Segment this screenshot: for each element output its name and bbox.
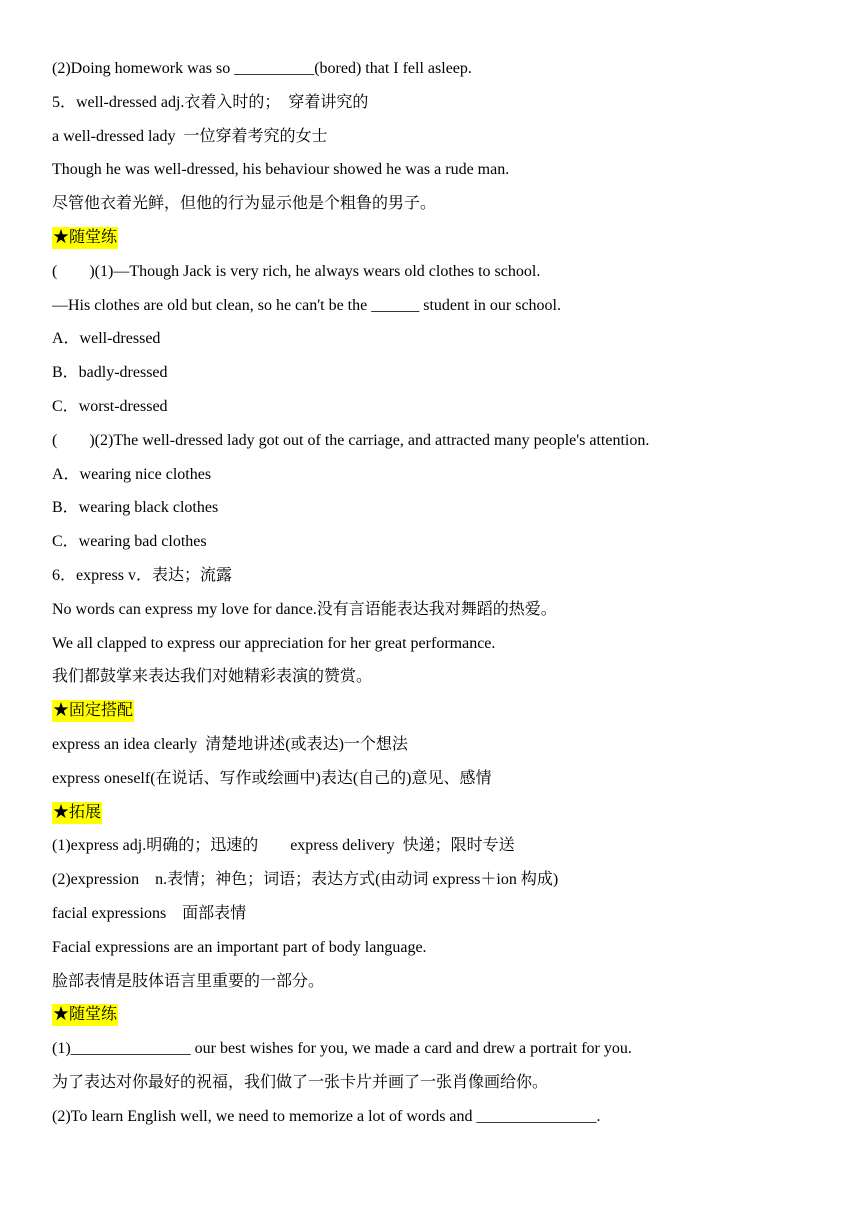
text-line: express an idea clearly 清楚地讲述(或表达)一个想法	[52, 735, 408, 753]
text-line: C．worst-dressed	[52, 397, 168, 415]
text-line: a well-dressed lady 一位穿着考究的女士	[52, 127, 328, 145]
text-line: 6．express v．表达；流露	[52, 566, 232, 584]
text-line: —His clothes are old but clean, so he can't be the ______ student in our school.	[52, 296, 561, 314]
text-line: (2)Doing homework was so __________(bored) that I fell asleep.	[52, 60, 472, 77]
text-line: facial expressions 面部表情	[52, 904, 247, 922]
text-line: ( )(2)The well-dressed lady got out of the carriage, and attracted many people's attention.	[52, 431, 650, 449]
text-line: (2)expression n.表情；神色；词语；表达方式(由动词 express＋ion 构成)	[52, 871, 559, 889]
text-line: 5．well-dressed adj.衣着入时的； 穿着讲究的	[52, 93, 369, 111]
text-line: A．well-dressed	[52, 330, 161, 348]
text-line: (1)express adj.明确的；迅速的 express delivery 快递；限时专送	[52, 837, 515, 855]
text-line: Though he was well-dressed, his behaviour showed he was a rude man.	[52, 161, 510, 179]
text-line: B．badly-dressed	[52, 364, 168, 382]
highlighted-heading-text: ★随堂练	[52, 227, 118, 249]
text-line: Facial expressions are an important part of body language.	[52, 938, 427, 956]
highlighted-heading-text: ★随堂练	[52, 1004, 118, 1026]
text-line: (1)_______________ our best wishes for you, we made a card and drew a portrait for you.	[52, 1040, 632, 1058]
text-line: (2)To learn English well, we need to memorize a lot of words and _______________.	[52, 1107, 601, 1125]
text-line: A．wearing nice clothes	[52, 465, 212, 483]
text-line: No words can express my love for dance.没有言语能表达我对舞蹈的热爱。	[52, 600, 557, 618]
highlighted-heading-text: ★固定搭配	[52, 700, 134, 722]
text-line: 脸部表情是肢体语言里重要的一部分。	[52, 972, 325, 990]
document-body	[52, 52, 832, 1134]
text-line: express oneself(在说话、写作或绘画中)表达(自己的)意见、感情	[52, 769, 492, 787]
section-heading	[52, 221, 832, 255]
text-line: 我们都鼓掌来表达我们对她精彩表演的赞赏。	[52, 668, 373, 686]
text-line: C．wearing bad clothes	[52, 533, 207, 551]
text-line: We all clapped to express our appreciation for her great performance.	[52, 634, 496, 652]
section-heading	[52, 796, 832, 830]
text-line: B．wearing black clothes	[52, 499, 219, 517]
highlighted-heading-text: ★拓展	[52, 802, 102, 824]
section-heading	[52, 998, 832, 1032]
text-line: 为了表达对你最好的祝福，我们做了一张卡片并画了一张肖像画给你。	[52, 1073, 549, 1091]
section-heading	[52, 694, 832, 728]
text-line: 尽管他衣着光鲜，但他的行为显示他是个粗鲁的男子。	[52, 195, 437, 213]
text-line: ( )(1)—Though Jack is very rich, he always wears old clothes to school.	[52, 262, 541, 280]
